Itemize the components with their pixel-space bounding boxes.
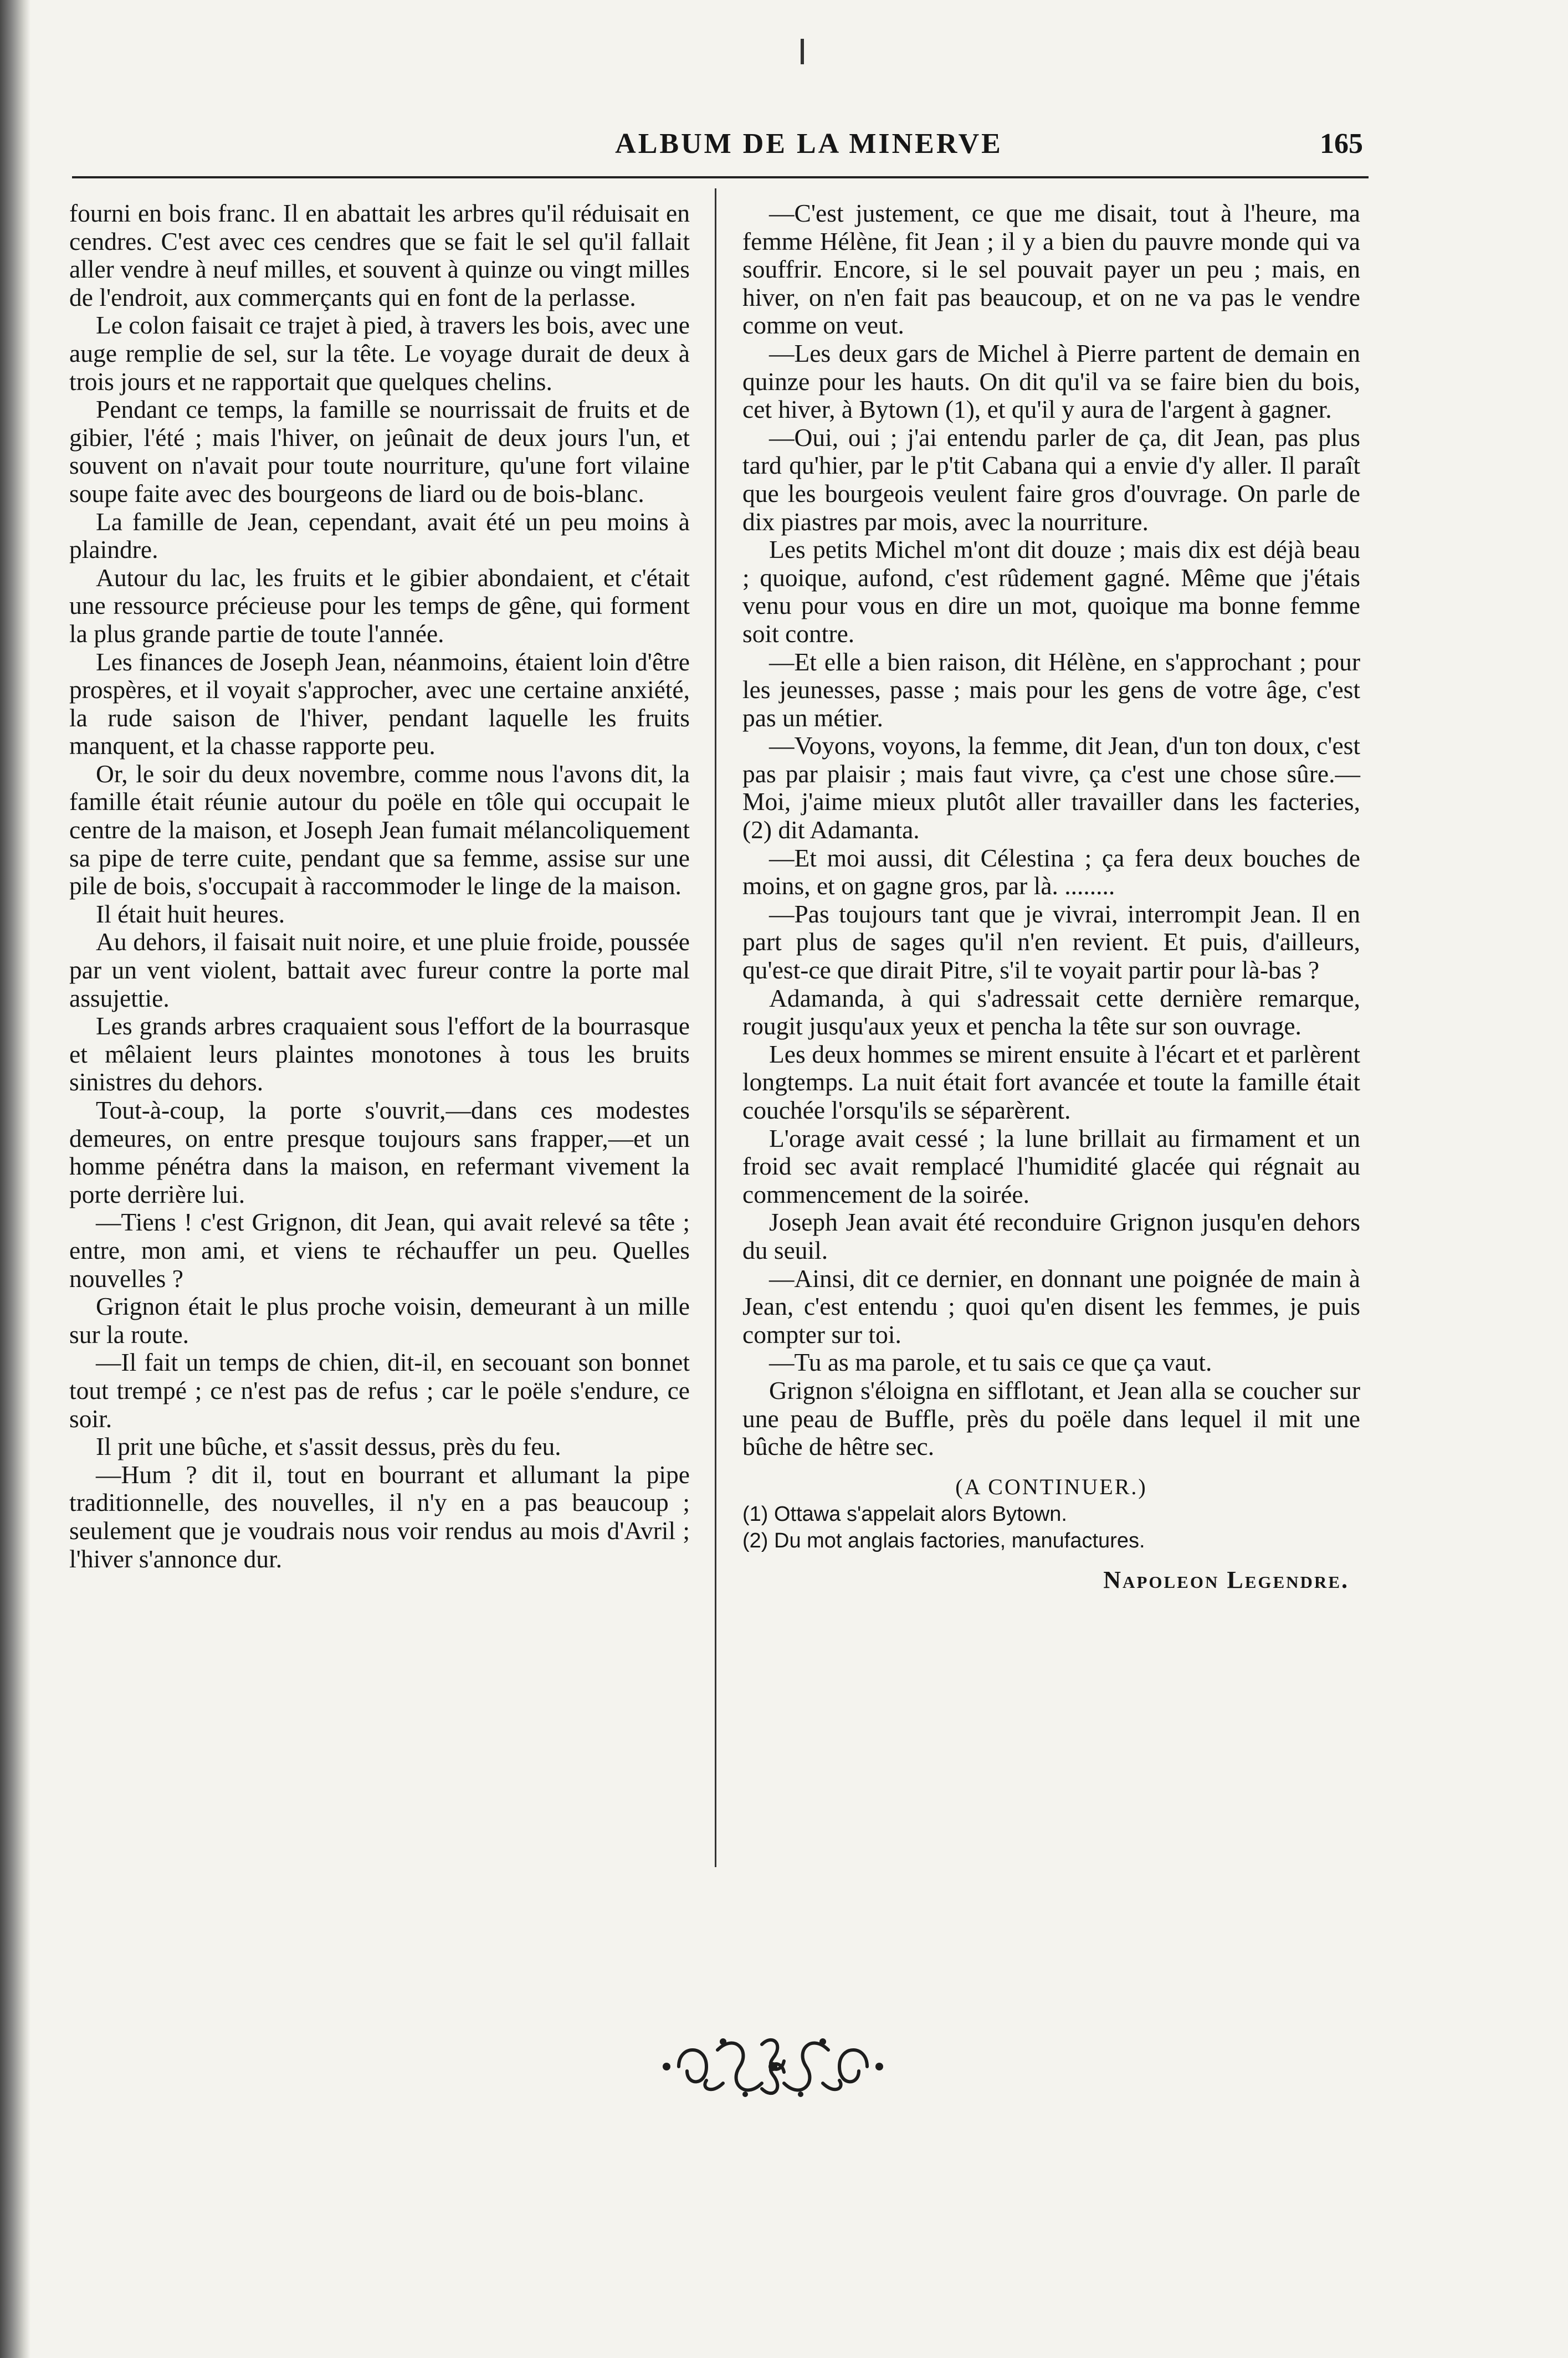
paragraph: Tout-à-coup, la porte s'ouvrit,—dans ces modestes demeures, on entre presque toujours sans frapper,—et un homme pénétra dans la maison, en refermant vivement la porte derrière lui. xyxy=(69,1096,690,1208)
footnote: (2) Du mot anglais factories, manufactures. xyxy=(742,1529,1145,1553)
floral-ornament-icon xyxy=(657,2028,889,2105)
paragraph: Les grands arbres craquaient sous l'effort de la bourrasque et mêlaient leurs plaintes monotones à tous les bruits sinistres du dehors. xyxy=(69,1012,690,1096)
paragraph: —Ainsi, dit ce dernier, en donnant une poignée de main à Jean, c'est entendu ; quoi qu'en disent les femmes, je puis compter sur toi. xyxy=(742,1264,1360,1349)
paragraph: Les deux hommes se mirent ensuite à l'écart et et parlèrent longtemps. La nuit était fort avancée et toute la famille était couchée l'orsqu'ils se séparèrent. xyxy=(742,1039,1360,1124)
paragraph: Grignon était le plus proche voisin, demeurant à un mille sur la route. xyxy=(69,1292,690,1349)
paragraph: L'orage avait cessé ; la lune brillait au firmament et un froid sec avait remplacé l'humidité glacée qui régnait au commencement de la soirée. xyxy=(742,1124,1360,1208)
paragraph: Grignon s'éloigna en sifflotant, et Jean alla se coucher sur une peau de Buffle, près du poële dans lequel il mit une bûche de hêtre sec. xyxy=(742,1376,1360,1461)
header-rule xyxy=(72,176,1369,178)
paragraph: fourni en bois franc. Il en abattait les arbres qu'il réduisait en cendres. C'est avec ces cendres que se fait le sel qu'il fallait aller vendre à neuf milles, et souvent à quinze ou vingt milles de l'endroit, aux commerçants qui en font de la perlasse. xyxy=(69,199,690,311)
paragraph: —Les deux gars de Michel à Pierre partent de demain en quinze pour les hauts. On dit qu'il va se faire bien du bois, cet hiver, à Bytown (1), et qu'il y aura de l'argent à gagner. xyxy=(742,339,1360,424)
paragraph: Les finances de Joseph Jean, néanmoins, étaient loin d'être prospères, et il voyait s'approcher, avec une certaine anxiété, la rude saison de l'hiver, pendant laquelle les fruits manquent, et la chasse rapporte peu. xyxy=(69,647,690,760)
paragraph: Autour du lac, les fruits et le gibier abondaient, et c'était une ressource précieuse pour les temps de gêne, qui forment la plus grande partie de toute l'année. xyxy=(69,563,690,648)
paragraph: Le colon faisait ce trajet à pied, à travers les bois, avec une auge remplie de sel, sur la tête. Le voyage durait de deux à trois jours et ne rapportait que quelques chelins. xyxy=(69,311,690,396)
paragraph: —Et moi aussi, dit Célestina ; ça fera deux bouches de moins, et on gagne gros, par là. ........ xyxy=(742,843,1360,900)
running-title: ALBUM DE LA MINERVE xyxy=(615,128,1003,160)
paragraph: —Et elle a bien raison, dit Hélène, en s'approchant ; pour les jeunesses, passe ; mais pour les gens de votre âge, c'est pas un métier. xyxy=(742,647,1360,732)
paragraph: —Tiens ! c'est Grignon, dit Jean, qui avait relevé sa tête ; entre, mon ami, et viens te réchauffer un peu. Quelles nouvelles ? xyxy=(69,1208,690,1293)
page-header xyxy=(66,127,1363,166)
paragraph: —Pas toujours tant que je vivrai, interrompit Jean. Il en part plus de sages qu'il n'en revient. Et puis, d'ailleurs, qu'est-ce que dirait Pitre, s'il te voyait partir pour là-bas ? xyxy=(742,899,1360,985)
column-rule xyxy=(715,188,716,1867)
paragraph: —Voyons, voyons, la femme, dit Jean, d'un ton doux, c'est pas par plaisir ; mais faut vivre, ça c'est une chose sûre.—Moi, j'aime mieux plutôt aller travailler dans les facteries, (2) dit Adamanta. xyxy=(742,731,1360,844)
paragraph: —Oui, oui ; j'ai entendu parler de ça, dit Jean, pas plus tard qu'hier, par le p'tit Cabana qui a envie d'y aller. Il paraît que les bourgeois veulent faire gros d'ouvrage. On parle de dix piastres par mois, avec la nourriture. xyxy=(742,423,1360,536)
paragraph: —Il fait un temps de chien, dit-il, en secouant son bonnet tout trempé ; ce n'est pas de refus ; car le poële s'endure, ce soir. xyxy=(69,1348,690,1433)
left-column xyxy=(69,199,690,1573)
paragraph: Pendant ce temps, la famille se nourrissait de fruits et de gibier, l'été ; mais l'hiver, on jeûnait de deux jours l'un, et souvent on n'avait pour toute nourriture, qu'une fort vilaine soupe faite avec des bourgeons de liard ou de bois-blanc. xyxy=(69,395,690,508)
print-mark xyxy=(801,39,804,64)
paragraph: Adamanda, à qui s'adressait cette dernière remarque, rougit jusqu'aux yeux et pencha la tête sur son ouvrage. xyxy=(742,983,1360,1040)
footnote: (1) Ottawa s'appelait alors Bytown. xyxy=(742,1503,1067,1526)
right-column xyxy=(742,199,1360,1595)
paragraph: Il était huit heures. xyxy=(96,899,285,928)
paragraph: Au dehors, il faisait nuit noire, et une pluie froide, poussée par un vent violent, battait avec fureur contre la porte mal assujettie. xyxy=(69,927,690,1012)
continuation-note: (A CONTINUER.) xyxy=(955,1474,1147,1499)
paragraph: Joseph Jean avait été reconduire Grignon jusqu'en dehors du seuil. xyxy=(742,1208,1360,1264)
paragraph: —Tu as ma parole, et tu sais ce que ça vaut. xyxy=(769,1348,1212,1377)
paragraph: —Hum ? dit il, tout en bourrant et allumant la pipe traditionnelle, des nouvelles, il n'y en a pas beaucoup ; seulement que je voudrais nous voir rendus au mois d'Avril ; l'hiver s'annonce dur. xyxy=(69,1460,690,1573)
paragraph: La famille de Jean, cependant, avait été un peu moins à plaindre. xyxy=(69,507,690,564)
paragraph: —C'est justement, ce que me disait, tout à l'heure, ma femme Hélène, fit Jean ; il y a bien du pauvre monde qui va souffrir. Encore, si le sel pouvait payer un peu ; mais, en hiver, on n'en fait pas beaucoup, et on ne va pas le vendre comme on veut. xyxy=(742,199,1360,340)
author-signature: Napoleon Legendre. xyxy=(1103,1566,1349,1594)
paragraph: Les petits Michel m'ont dit douze ; mais dix est déjà beau ; quoique, aufond, c'est rûdement gagné. Même que j'étais venu pour vous en dire un mot, quoique ma bonne femme soit contre. xyxy=(742,535,1360,648)
page-number: 165 xyxy=(1320,128,1363,160)
paragraph: Or, le soir du deux novembre, comme nous l'avons dit, la famille était réunie autour du poële en tôle qui occupait le centre de la maison, et Joseph Jean fumait mélancoliquement sa pipe de terre cuite, pendant que sa femme, assise sur une pile de bois, s'occupait à raccommoder le linge de la maison. xyxy=(69,759,690,900)
scan-edge-shadow xyxy=(0,0,30,2358)
paragraph: Il prit une bûche, et s'assit dessus, près du feu. xyxy=(96,1432,561,1461)
